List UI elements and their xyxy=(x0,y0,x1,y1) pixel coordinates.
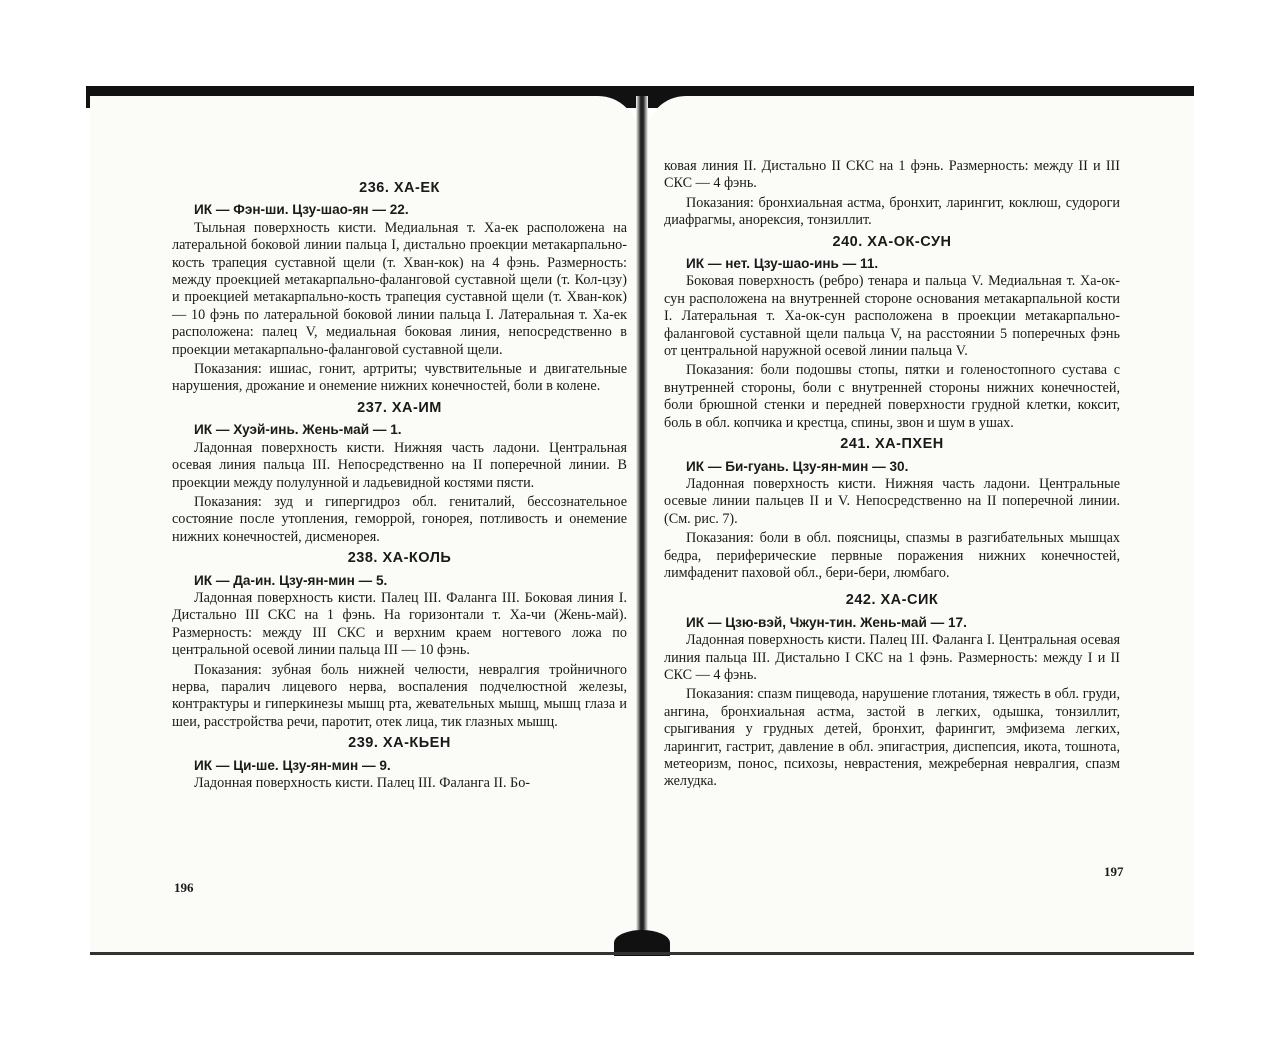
section-paragraph: Ладонная поверхность кисти. Нижняя часть ладони. Центральная осевая линия пальца III. Непосредственно на II поперечной линии. В проекции между полулунной и ладьевидной костями пясти. xyxy=(172,439,627,491)
section-ik-line: ИК — Би-гуань. Цзу-ян-мин — 30. xyxy=(686,458,909,474)
section-237 xyxy=(172,400,627,546)
continuation-paragraph: Показания: бронхиальная астма, бронхит, ларингит, коклюш, судороги диафрагмы, анорексия, тонзиллит. xyxy=(664,194,1120,229)
section-title: 240. ХА-ОК-СУН xyxy=(832,233,952,250)
section-242 xyxy=(664,592,1120,790)
section-title: 236. ХА-ЕК xyxy=(359,180,440,196)
section-240 xyxy=(664,234,1120,432)
section-title: 239. ХА-КЬЕН xyxy=(348,735,451,752)
section-ik-line: ИК — Цзю-вэй, Чжун-тин. Жень-май — 17. xyxy=(686,614,967,630)
page-number-right: 197 xyxy=(1104,864,1124,879)
section-title: 241. ХА-ПХЕН xyxy=(840,436,944,453)
section-paragraph: Показания: зубная боль нижней челюсти, невралгия тройничного нерва, паралич лицевого нерва, воспаления подчелюстной железы, контрактуры и гиперкинезы мышц рта, жевательных мышц, мышц глаза и шеи, расстройства речи, паротит, отек лица, тик глазных мышц. xyxy=(172,661,627,730)
section-238 xyxy=(172,550,627,731)
section-239 xyxy=(172,735,627,792)
continuation-paragraph: ковая линия II. Дистально II СКС на 1 фэнь. Размерность: между II и III СКС — 4 фэнь. xyxy=(664,158,1120,192)
section-paragraph: Показания: боли подошвы стопы, пятки и голеностопного сустава с внутренней стороны, боли с внутренней стороны нижних конечностей, боли брюшной стенки и передней поверхности грудной клетки, коксит, боль в обл. копчика и крестца, спины, звон и шум в ушах. xyxy=(664,362,1120,431)
section-236 xyxy=(172,180,627,396)
section-ik-line: ИК — Фэн-ши. Цзу-шао-ян — 22. xyxy=(194,202,409,218)
section-paragraph: Показания: ишиас, гонит, артриты; чувствительные и двигательные нарушения, дрожание и онемение нижних конечностей, боли в колене. xyxy=(172,361,627,395)
right-page-text xyxy=(664,158,1120,793)
section-239-continued xyxy=(664,158,1120,230)
page-number-left: 196 xyxy=(174,880,194,895)
section-241 xyxy=(664,436,1120,582)
section-ik-line: ИК — Да-ин. Цзу-ян-мин — 5. xyxy=(194,572,388,588)
section-ik-line: ИК — нет. Цзу-шао-инь — 11. xyxy=(686,256,879,272)
scan-bottom-edge xyxy=(90,952,1194,955)
section-paragraph: Ладонная поверхность кисти. Нижняя часть ладони. Центральные осевые линии пальцев II и V. Непосредственно на II поперечной линии. (См. рис. 7). xyxy=(664,475,1120,527)
section-title: 238. ХА-КОЛЬ xyxy=(347,550,452,567)
section-ik-line: ИК — Ци-ше. Цзу-ян-мин — 9. xyxy=(194,757,391,773)
section-title: 242. ХА-СИК xyxy=(845,592,939,609)
section-paragraph: Ладонная поверхность кисти. Палец III. Фаланга III. Боковая линия I. Дистально III СКС на 1 фэнь. На горизонтали т. Ха-чи (Жень-май). Размерность: между III СКС и верхним краем ногтевого ложа по центральной осевой линии пальца III — 10 фэнь. xyxy=(172,589,627,659)
section-paragraph: Боковая поверхность (ребро) тенара и пальца V. Медиальная т. Ха-ок-сун расположена на внутренней стороне основания метакарпальной кости I. Латеральная т. Ха-ок-сун расположена в проекции метакарпально-фаланговой суставной щели пальца V, на расстоянии 5 поперечных фэнь от центральной наружной осевой линии пальца V. xyxy=(664,273,1120,360)
section-paragraph: Ладонная поверхность кисти. Палец III. Фаланга II. Бо- xyxy=(194,775,531,791)
section-paragraph: Показания: зуд и гипергидроз обл. гениталий, бессознательное состояние после утопления, геморрой, гонорея, потливость и онемение нижних конечностей, дисменорея. xyxy=(172,493,627,545)
section-ik-line: ИК — Хуэй-инь. Жень-май — 1. xyxy=(194,422,402,438)
section-paragraph: Ладонная поверхность кисти. Палец III. Фаланга I. Центральная осевая линия пальца III. Дистально I СКС на 1 фэнь. Размерность: между I и II СКС — 4 фэнь. xyxy=(664,632,1120,683)
left-page-text xyxy=(172,176,627,794)
section-paragraph: Показания: боли в обл. поясницы, спазмы в разгибательных мышцах бедра, периферические первные поражения нижних конечностей, лимфаденит паховой обл., бери-бери, люмбаго. xyxy=(664,530,1120,581)
section-paragraph: Тыльная поверхность кисти. Медиальная т. Ха-ек расположена на латеральной боковой линии пальца I, дистально проекции метакарпально-кость трапеция суставной щели (т. Хван-кок) на 4 фэнь. Размерность: между проекцией метакарпально-фаланговой суставной щели (т. Кол-цзу) и проекцией метакарпально-кость трапеция суставной щели (т. Хван-кок) — 10 фэнь по латеральной боковой линии пальца I. Латеральная т. Ха-ек расположена: палец V, медиальная боковая линия, непосредственно в проекции метакарпально-фаланговой суставной щели. xyxy=(172,219,627,358)
section-paragraph: Показания: спазм пищевода, нарушение глотания, тяжесть в обл. груди, ангина, бронхиальная астма, застой в легких, одышка, тонзиллит, срыгивания у грудных детей, бронхит, фарингит, эмфизема легких, ларингит, гастрит, давление в обл. эпигастрия, диспепсия, икота, тошнота, метеоризм, понос, психозы, неврастения, межреберная невралгия, спазм желудка. xyxy=(664,686,1120,790)
section-title: 237. ХА-ИМ xyxy=(357,399,442,416)
book-gutter xyxy=(636,96,648,956)
